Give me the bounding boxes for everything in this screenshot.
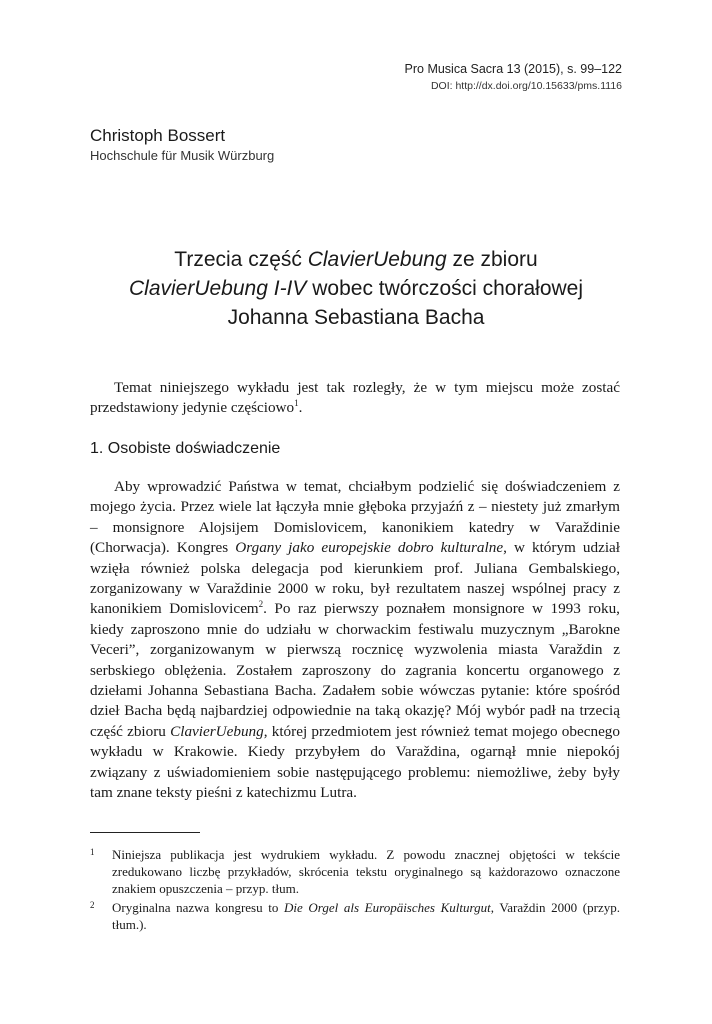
footnote-text: Niniejsza publikacja jest wydrukiem wykładu. Z powodu znacznej objętości w tekście zredukowano liczbę przykładów, skrócenia tekstu oryginalnego są każdorazowo oznaczone znakiem opuszczenia – przyp. tłum. xyxy=(112,847,620,896)
author-name: Christoph Bossert xyxy=(90,126,226,145)
title-line-1 xyxy=(90,245,622,274)
body-text: Aby wprowadzić Państwa w temat, chciałbym podzielić się doświadczeniem z mojego życia. Przez wiele lat łączyła mnie głęboka przyjaźń z – niestety już zmarłym – monsignore Alojsijem Domislovicem, kanonikiem katedry w Varaždinie (Chorwacja). Kongres xyxy=(90,478,620,557)
title-text: Trzecia część xyxy=(174,248,308,271)
author-affiliation: Hochschule für Musik Würzburg xyxy=(90,148,275,163)
section-heading: 1. Osobiste doświadczenie xyxy=(90,440,281,457)
doi-link[interactable]: DOI: http://dx.doi.org/10.15633/pms.1116 xyxy=(430,80,622,92)
title-italic: ClavierUebung xyxy=(307,248,447,271)
footnote-ref-2[interactable]: 2 xyxy=(258,599,264,610)
title-text: ze zbioru xyxy=(446,248,538,271)
body-italic: ClavierUebung xyxy=(170,722,264,740)
footnote-divider xyxy=(90,832,200,833)
main-paragraph xyxy=(90,477,620,804)
intro-text: Temat niniejszego wykładu jest tak rozległy, że w tym miejscu może zostać przedstawiony jedynie częściowo xyxy=(90,379,620,417)
journal-citation: Pro Musica Sacra 13 (2015), s. 99–122 xyxy=(404,62,622,76)
footnotes xyxy=(90,846,620,935)
article-title xyxy=(90,245,622,332)
title-text: wobec twórczości chorałowej xyxy=(306,277,584,300)
footnote-text: , Varaždin 2000 (przyp. tłum.). xyxy=(112,900,620,932)
intro-end: . xyxy=(298,399,303,417)
title-italic: ClavierUebung I-IV xyxy=(128,277,307,300)
title-line-3: Johanna Sebastiana Bacha xyxy=(227,306,485,329)
footnote-number: 2 xyxy=(90,900,95,910)
footnote-1 xyxy=(90,846,620,897)
journal-header xyxy=(405,60,622,94)
body-text: , której przedmiotem jest również temat mojego obecnego wykładu w Krakowie. Kiedy przybyłem do Varaždina, ogarnął mnie niepokój związany z uświadomieniem sobie następującego problemu: niemożliwe, żeby były tam znane teksty pieśni z katechizmu Lutra. xyxy=(90,722,620,802)
title-line-2 xyxy=(90,274,622,303)
body-text: , w którym udział wzięła również polska delegacja pod kierunkiem prof. Juliana Gembalskiego, zorganizowany w Varaždinie 2000 w roku, był rezultatem naszej wspólnej pracy z kanonikiem Domislovicem xyxy=(90,539,621,618)
author-block xyxy=(90,125,274,165)
footnote-text: Oryginalna nazwa kongresu to xyxy=(112,900,284,915)
intro-paragraph xyxy=(90,378,620,419)
footnote-number: 1 xyxy=(90,847,95,857)
footnote-ref-1[interactable]: 1 xyxy=(294,398,299,409)
body-italic: Organy jako europejskie dobro kulturalne xyxy=(235,539,504,557)
footnote-italic: Die Orgel als Europäisches Kulturgut xyxy=(283,900,491,915)
footnote-2 xyxy=(90,899,620,933)
body-text: . Po raz pierwszy poznałem monsignore w 1993 roku, kiedy zaproszono mnie do udziału w chorwackim festiwalu muzycznym „Barokne Veceri”, zorganizowanym w pierwszą rocznicę wyzwolenia miasta Varaždin z serbskiego oblężenia. Zostałem zaproszony do zagrania koncertu organowego z dziełami Johanna Sebastiana Bacha. Zadałem sobie wówczas pytanie: które spośród dzieł Bacha będą najbardziej odpowiednie na taką okazję? Mój wybór padł na trzecią część zbioru xyxy=(90,600,620,740)
